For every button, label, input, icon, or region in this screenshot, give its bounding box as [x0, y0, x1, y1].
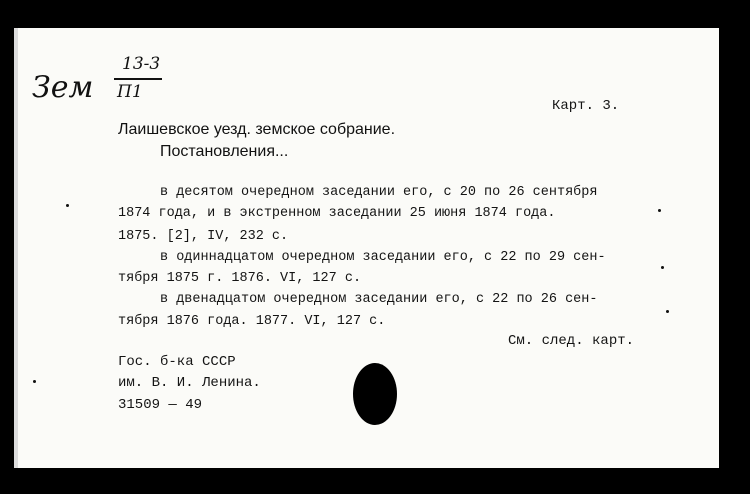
handwritten-fraction-line: [114, 78, 162, 80]
heading-line-2: Постановления...: [160, 143, 289, 160]
library-line-3: 31509 — 49: [118, 397, 203, 413]
body-line: в одиннадцатом очередном заседании его, с 22 по 29 сен-: [160, 250, 606, 265]
handwritten-prefix: Зем: [32, 70, 94, 105]
body-line: 1874 года, и в экстренном заседании 25 июня 1874 года.: [118, 206, 556, 221]
library-line-2: им. В. И. Ленина.: [118, 375, 261, 391]
handwritten-numerator: 13-3: [122, 54, 161, 74]
body-line: в двенадцатом очередном заседании его, с 22 по 26 сен-: [160, 292, 598, 307]
body-line: в десятом очередном заседании его, с 20 по 26 сентября: [160, 185, 598, 200]
heading-line-1: Лаишевское уезд. земское собрание.: [118, 121, 396, 138]
body-line: тября 1876 года. 1877. VI, 127 с.: [118, 314, 386, 329]
speck: [666, 310, 669, 313]
speck: [33, 380, 36, 383]
body-line: 1875. [2], IV, 232 с.: [118, 229, 289, 244]
card-edge: [14, 28, 18, 468]
speck: [658, 209, 661, 212]
speck: [661, 266, 664, 269]
catalog-card: [14, 28, 719, 468]
see-next-card: См. след. карт.: [508, 333, 635, 349]
punch-hole: [353, 363, 397, 425]
handwritten-denominator: П1: [117, 82, 143, 102]
library-line-1: Гос. б-ка СССР: [118, 354, 236, 370]
speck: [66, 204, 69, 207]
card-number: Карт. 3.: [552, 98, 620, 114]
body-line: тября 1875 г. 1876. VI, 127 с.: [118, 271, 362, 286]
